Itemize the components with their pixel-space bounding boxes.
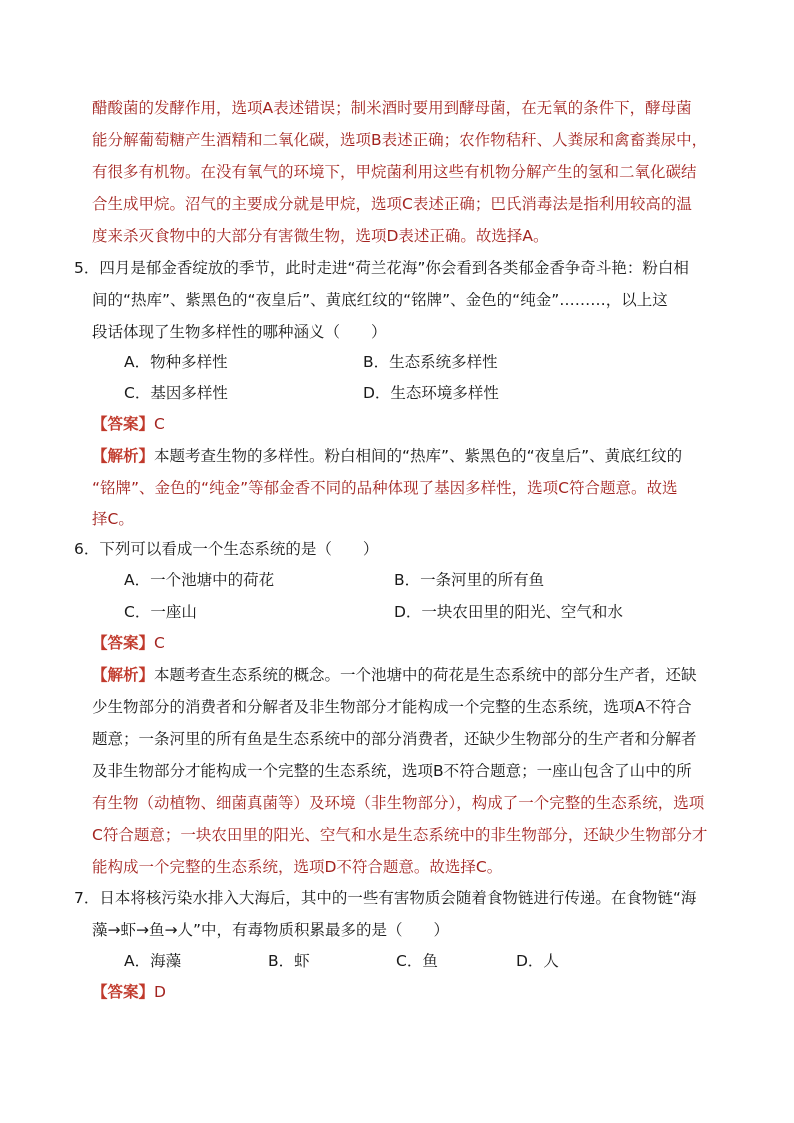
q5-option-d: D．生态环境多样性 — [363, 384, 499, 402]
q7-option-b: B．虾 — [268, 952, 310, 970]
q7-stem-line-2: 藻→虾→鱼→人”中，有毒物质积累最多的是（ ） — [92, 921, 449, 939]
explanation-text: 本题考查生态系统的概念。一个池塘中的荷花是生态系统中的部分生产者，还缺 — [154, 666, 697, 684]
q5-explanation-line-2: “铭牌”、金色的“纯金”等郁金香不同的品种体现了基因多样性，选项C符合题意。故选 — [92, 479, 678, 497]
q6-option-b: B．一条河里的所有鱼 — [394, 571, 545, 589]
q6-explanation-line-4: 及非生物部分才能构成一个完整的生态系统，选项B不符合题意；一座山包含了山中的所 — [92, 762, 692, 780]
explanation-line-1: 醋酸菌的发酵作用，选项A表述错误；制米酒时要用到酵母菌，在无氧的条件下，酵母菌 — [92, 99, 692, 117]
explanation-line-3: 有很多有机物。在没有氧气的环境下，甲烷菌利用这些有机物分解产生的氢和二氧化碳结 — [92, 163, 697, 181]
answer-tag: 【答案】 — [92, 634, 155, 652]
q6-option-c: C．一座山 — [124, 603, 197, 621]
q5-stem-line-2: 间的“热库”、紫黑色的“夜皇后”、黄底红纹的“铭牌”、金色的“纯金”………，以上这 — [92, 291, 668, 309]
explanation-tag: 【解析】 — [92, 666, 155, 684]
q6-option-d: D．一块农田里的阳光、空气和水 — [394, 603, 623, 621]
explanation-line-2: 能分解葡萄糖产生酒精和二氧化碳，选项B表述正确；农作物秸秆、人粪尿和禽畜粪尿中， — [92, 131, 708, 149]
q5-answer — [92, 414, 165, 434]
answer-value: C — [154, 634, 165, 652]
explanation-text: 本题考查生物的多样性。粉白相间的“热库”、紫黑色的“夜皇后”、黄底红纹的 — [154, 447, 683, 465]
q5-explanation-line-3: 择C。 — [92, 510, 134, 528]
q6-explanation-line-5: 有生物（动植物、细菌真菌等）及环境（非生物部分），构成了一个完整的生态系统，选项 — [92, 794, 705, 812]
q7-answer — [92, 982, 166, 1002]
q6-explanation-line-2: 少生物部分的消费者和分解者及非生物部分才能构成一个完整的生态系统，选项A不符合 — [92, 698, 692, 716]
q6-explanation-line-6: C符合题意；一块农田里的阳光、空气和水是生态系统中的非生物部分，还缺少生物部分才 — [92, 826, 708, 844]
explanation-line-4: 合生成甲烷。沼气的主要成分就是甲烷，选项C表述正确；巴氏消毒法是指利用较高的温 — [92, 195, 692, 213]
q6-stem-line-1: 6．下列可以看成一个生态系统的是（ ） — [74, 540, 379, 558]
q7-stem-line-1: 7．日本将核污染水排入大海后，其中的一些有害物质会随着食物链进行传递。在食物链“海 — [74, 889, 697, 907]
answer-value: C — [154, 415, 165, 433]
explanation-tag: 【解析】 — [92, 447, 155, 465]
q5-explanation-line-1 — [92, 446, 682, 466]
answer-tag: 【答案】 — [92, 983, 155, 1001]
q7-option-c: C．鱼 — [396, 952, 438, 970]
q5-stem-line-3: 段话体现了生物多样性的哪种涵义（ ） — [92, 323, 387, 341]
q7-option-d: D．人 — [516, 952, 559, 970]
q5-option-c: C．基因多样性 — [124, 384, 228, 402]
q6-explanation-line-7: 能构成一个完整的生态系统，选项D不符合题意。故选择C。 — [92, 858, 503, 876]
q6-answer — [92, 633, 165, 653]
q7-option-a: A．海藻 — [124, 952, 182, 970]
explanation-line-5: 度来杀灭食物中的大部分有害微生物，选项D表述正确。故选择A。 — [92, 227, 549, 245]
q5-stem-line-1: 5．四月是郁金香绽放的季节，此时走进“荷兰花海”你会看到各类郁金香争奇斗艳：粉白相 — [74, 259, 689, 277]
q5-option-b: B．生态系统多样性 — [363, 353, 498, 371]
q6-explanation-line-1 — [92, 665, 697, 685]
answer-tag: 【答案】 — [92, 415, 155, 433]
q6-explanation-line-3: 题意；一条河里的所有鱼是生态系统中的部分消费者，还缺少生物部分的生产者和分解者 — [92, 730, 697, 748]
q6-option-a: A．一个池塘中的荷花 — [124, 571, 275, 589]
answer-value: D — [154, 983, 166, 1001]
q5-option-a: A．物种多样性 — [124, 353, 228, 371]
